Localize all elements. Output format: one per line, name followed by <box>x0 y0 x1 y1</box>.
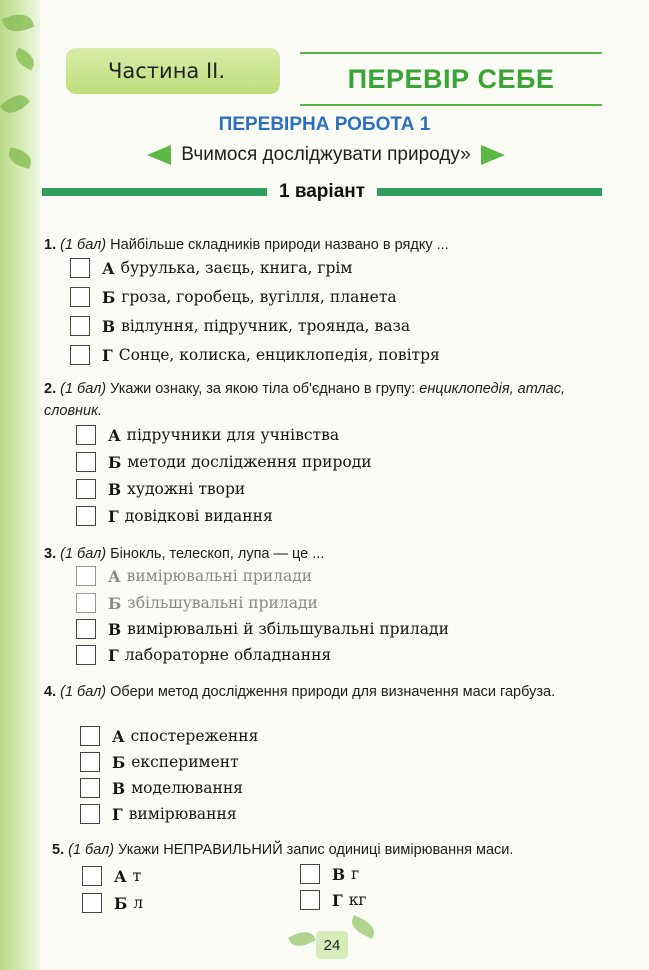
option-letter: Г <box>108 506 119 526</box>
triangle-right-icon <box>481 145 505 165</box>
question-number: 5. <box>52 842 65 858</box>
answer-option-1a[interactable] <box>70 258 352 278</box>
question-4 <box>44 681 604 703</box>
option-text: довідкові видання <box>124 507 273 525</box>
option-letter: Г <box>108 645 119 665</box>
checkbox[interactable] <box>300 890 320 910</box>
checkbox[interactable] <box>70 345 90 365</box>
question-number: 4. <box>44 684 57 700</box>
option-letter: В <box>108 479 122 499</box>
question-points: (1 бал) <box>60 684 107 700</box>
checkbox[interactable] <box>82 893 102 913</box>
answer-option-4c[interactable] <box>80 778 243 798</box>
option-letter: Б <box>108 452 122 472</box>
work-subtitle: Вчимося досліджувати природу» <box>181 144 471 165</box>
checkbox[interactable] <box>70 258 90 278</box>
option-text: моделювання <box>131 779 243 797</box>
option-text: вимірювальні й збільшувальні прилади <box>127 620 449 638</box>
option-letter: Б <box>102 287 116 307</box>
question-points: (1 бал) <box>60 546 107 562</box>
answer-option-4b[interactable] <box>80 752 239 772</box>
checkbox[interactable] <box>80 804 100 824</box>
checkbox[interactable] <box>76 619 96 639</box>
checkbox[interactable] <box>80 726 100 746</box>
checkbox[interactable] <box>82 866 102 886</box>
answer-option-1b[interactable] <box>70 287 397 307</box>
checkbox[interactable] <box>76 593 96 613</box>
option-text: експеримент <box>131 753 239 771</box>
triangle-left-icon <box>147 145 171 165</box>
answer-option-3d[interactable] <box>76 645 331 665</box>
decorative-leaf-strip <box>0 0 40 970</box>
checkbox[interactable] <box>80 778 100 798</box>
answer-option-4a[interactable] <box>80 726 258 746</box>
checkbox[interactable] <box>80 752 100 772</box>
answer-option-5a[interactable] <box>82 866 141 886</box>
option-letter: А <box>108 566 121 586</box>
option-text: г <box>351 865 360 883</box>
section-title-banner <box>300 52 602 106</box>
answer-option-2b[interactable] <box>76 452 372 472</box>
part-label: Частина ІІ. <box>108 59 226 83</box>
question-points: (1 бал) <box>68 842 115 858</box>
question-text: Укажи ознаку, за якою тіла об'єднано в групу: <box>110 381 416 397</box>
option-letter: Б <box>112 752 126 772</box>
checkbox[interactable] <box>76 645 96 665</box>
question-points: (1 бал) <box>60 381 107 397</box>
option-text: вимірювання <box>128 805 237 823</box>
answer-option-3a[interactable] <box>76 566 312 586</box>
variant-header <box>42 178 602 206</box>
option-text: підручники для учнівства <box>126 426 340 444</box>
option-letter: А <box>108 425 121 445</box>
question-text: Укажи НЕПРАВИЛЬНИЙ запис одиниці вимірювання маси. <box>118 842 514 858</box>
page-number: 24 <box>316 931 348 959</box>
option-text: спостереження <box>130 727 259 745</box>
option-letter: А <box>102 258 115 278</box>
work-subtitle-row <box>116 140 536 170</box>
question-2 <box>44 378 604 422</box>
question-points: (1 бал) <box>60 237 107 253</box>
leaf-icon <box>12 47 38 70</box>
option-letter: А <box>114 866 127 886</box>
question-text: Обери метод дослідження природи для визначення маси гарбуза. <box>110 684 556 700</box>
answer-option-1c[interactable] <box>70 316 410 336</box>
answer-option-3b[interactable] <box>76 593 318 613</box>
option-letter: Б <box>114 893 128 913</box>
question-5 <box>52 839 612 861</box>
option-letter: А <box>112 726 125 746</box>
section-title: ПЕРЕВІР СЕБЕ <box>347 63 555 94</box>
part-tab <box>66 48 280 94</box>
question-number: 1. <box>44 237 57 253</box>
checkbox[interactable] <box>70 287 90 307</box>
leaf-icon <box>6 147 33 169</box>
option-text: методи дослідження природи <box>127 453 372 471</box>
checkbox[interactable] <box>300 864 320 884</box>
option-letter: Б <box>108 593 122 613</box>
checkbox[interactable] <box>76 506 96 526</box>
option-text: л <box>133 894 144 912</box>
question-text: Бінокль, телескоп, лупа — це ... <box>110 546 325 562</box>
answer-option-5b[interactable] <box>82 893 143 913</box>
question-3 <box>44 543 604 565</box>
checkbox[interactable] <box>76 566 96 586</box>
variant-bar-right <box>377 188 602 196</box>
option-text: відлуння, підручник, троянда, ваза <box>121 317 411 335</box>
variant-bar-left <box>42 188 267 196</box>
checkbox[interactable] <box>76 425 96 445</box>
answer-option-5c[interactable] <box>300 864 359 884</box>
answer-option-2c[interactable] <box>76 479 245 499</box>
option-text: гроза, горобець, вугілля, планета <box>121 288 397 306</box>
option-text: т <box>132 867 142 885</box>
answer-option-1d[interactable] <box>70 345 440 365</box>
checkbox[interactable] <box>76 452 96 472</box>
answer-option-3c[interactable] <box>76 619 449 639</box>
variant-label: 1 варіант <box>278 181 366 202</box>
option-letter: В <box>102 316 116 336</box>
option-text: Сонце, колиска, енциклопедія, повітря <box>118 346 440 364</box>
checkbox[interactable] <box>76 479 96 499</box>
option-letter: В <box>332 864 346 884</box>
option-text: бурулька, заєць, книга, грім <box>120 259 353 277</box>
option-text: лабораторне обладнання <box>124 646 332 664</box>
option-letter: Г <box>112 804 123 824</box>
option-letter: В <box>108 619 122 639</box>
question-number: 3. <box>44 546 57 562</box>
answer-option-4d[interactable] <box>80 804 237 824</box>
question-text: Найбільше складників природи названо в рядку ... <box>110 237 449 253</box>
work-title: ПЕРЕВІРНА РОБОТА 1 <box>218 114 431 135</box>
option-letter: Г <box>102 345 113 365</box>
answer-option-2d[interactable] <box>76 506 273 526</box>
option-text: збільшувальні прилади <box>127 594 318 612</box>
option-letter: В <box>112 778 126 798</box>
leaf-icon <box>288 928 316 951</box>
question-1 <box>44 234 604 256</box>
answer-option-2a[interactable] <box>76 425 339 445</box>
leaf-icon <box>2 10 34 36</box>
option-text: художні твори <box>127 480 246 498</box>
answer-option-5d[interactable] <box>300 890 367 910</box>
option-letter: Г <box>332 890 343 910</box>
question-number: 2. <box>44 381 57 397</box>
leaf-icon <box>348 915 377 939</box>
option-text: вимірювальні прилади <box>126 567 313 585</box>
question-text-italic: енциклопедія, атлас, словник. <box>44 381 566 419</box>
checkbox[interactable] <box>70 316 90 336</box>
option-text: кг <box>348 891 367 909</box>
